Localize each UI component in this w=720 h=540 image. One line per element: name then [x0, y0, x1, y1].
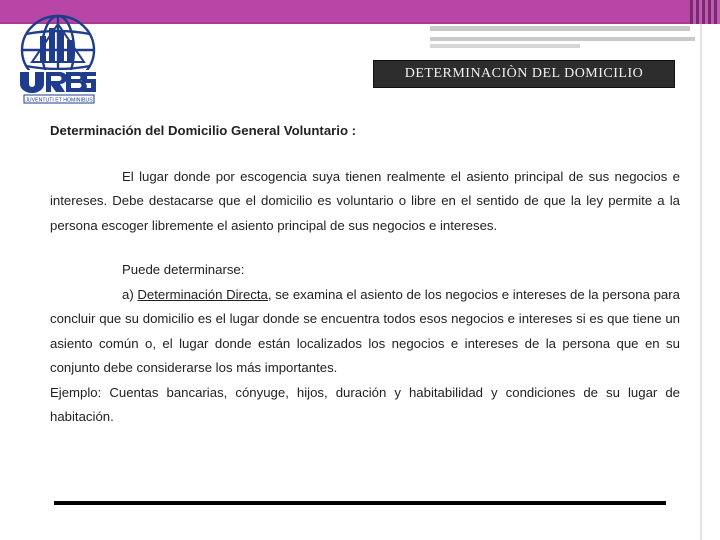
bottom-rule: [54, 501, 666, 505]
right-margin-rule: [700, 24, 702, 540]
slide-title-box: [373, 60, 675, 88]
logo-motto: JUVENTUTI ET HOMINIBUS: [25, 97, 93, 104]
paragraph-example: Ejemplo: Cuentas bancarias, cónyuge, hijos, duración y habitabilidad y condiciones de su lugar de habitación.: [50, 384, 680, 424]
item-text: , se examina el asiento de los negocios e intereses de la persona para concluir que su domicilio es el lugar donde se encuentra todos esos negocios e intereses si es que tiene un asiento común o, el lugar donde están localizados los negocios e intereses de la persona que en su conjunto debe considerarse los más importantes.: [50, 286, 680, 375]
paragraph-intro: Puede determinarse:: [122, 262, 245, 277]
paragraph-item-a: [50, 283, 680, 381]
globe-logo-icon: [14, 12, 100, 106]
slide-content: [50, 119, 680, 430]
corner-stripes: [690, 0, 720, 24]
urbs-logo: [14, 12, 100, 106]
paragraph-definition: El lugar donde por escogencia suya tienen realmente el asiento principal de sus negocios e intereses. Debe destacarse que el domicilio es voluntario o libre en el sentido de que la ley permite a la persona escoger libremente el asiento principal de sus negocios e intereses.: [50, 168, 680, 233]
item-term: Determinación Directa: [137, 286, 268, 302]
section-heading: Determinación del Domicilio General Voluntario :: [50, 123, 357, 138]
decorative-strip: [430, 37, 695, 41]
decorative-strip: [430, 44, 580, 48]
top-accent-bar-inner: [0, 0, 690, 22]
decorative-strip: [430, 26, 690, 31]
slide-title: DETERMINACIÒN DEL DOMICILIO: [404, 66, 644, 81]
item-prefix: a): [122, 286, 138, 302]
